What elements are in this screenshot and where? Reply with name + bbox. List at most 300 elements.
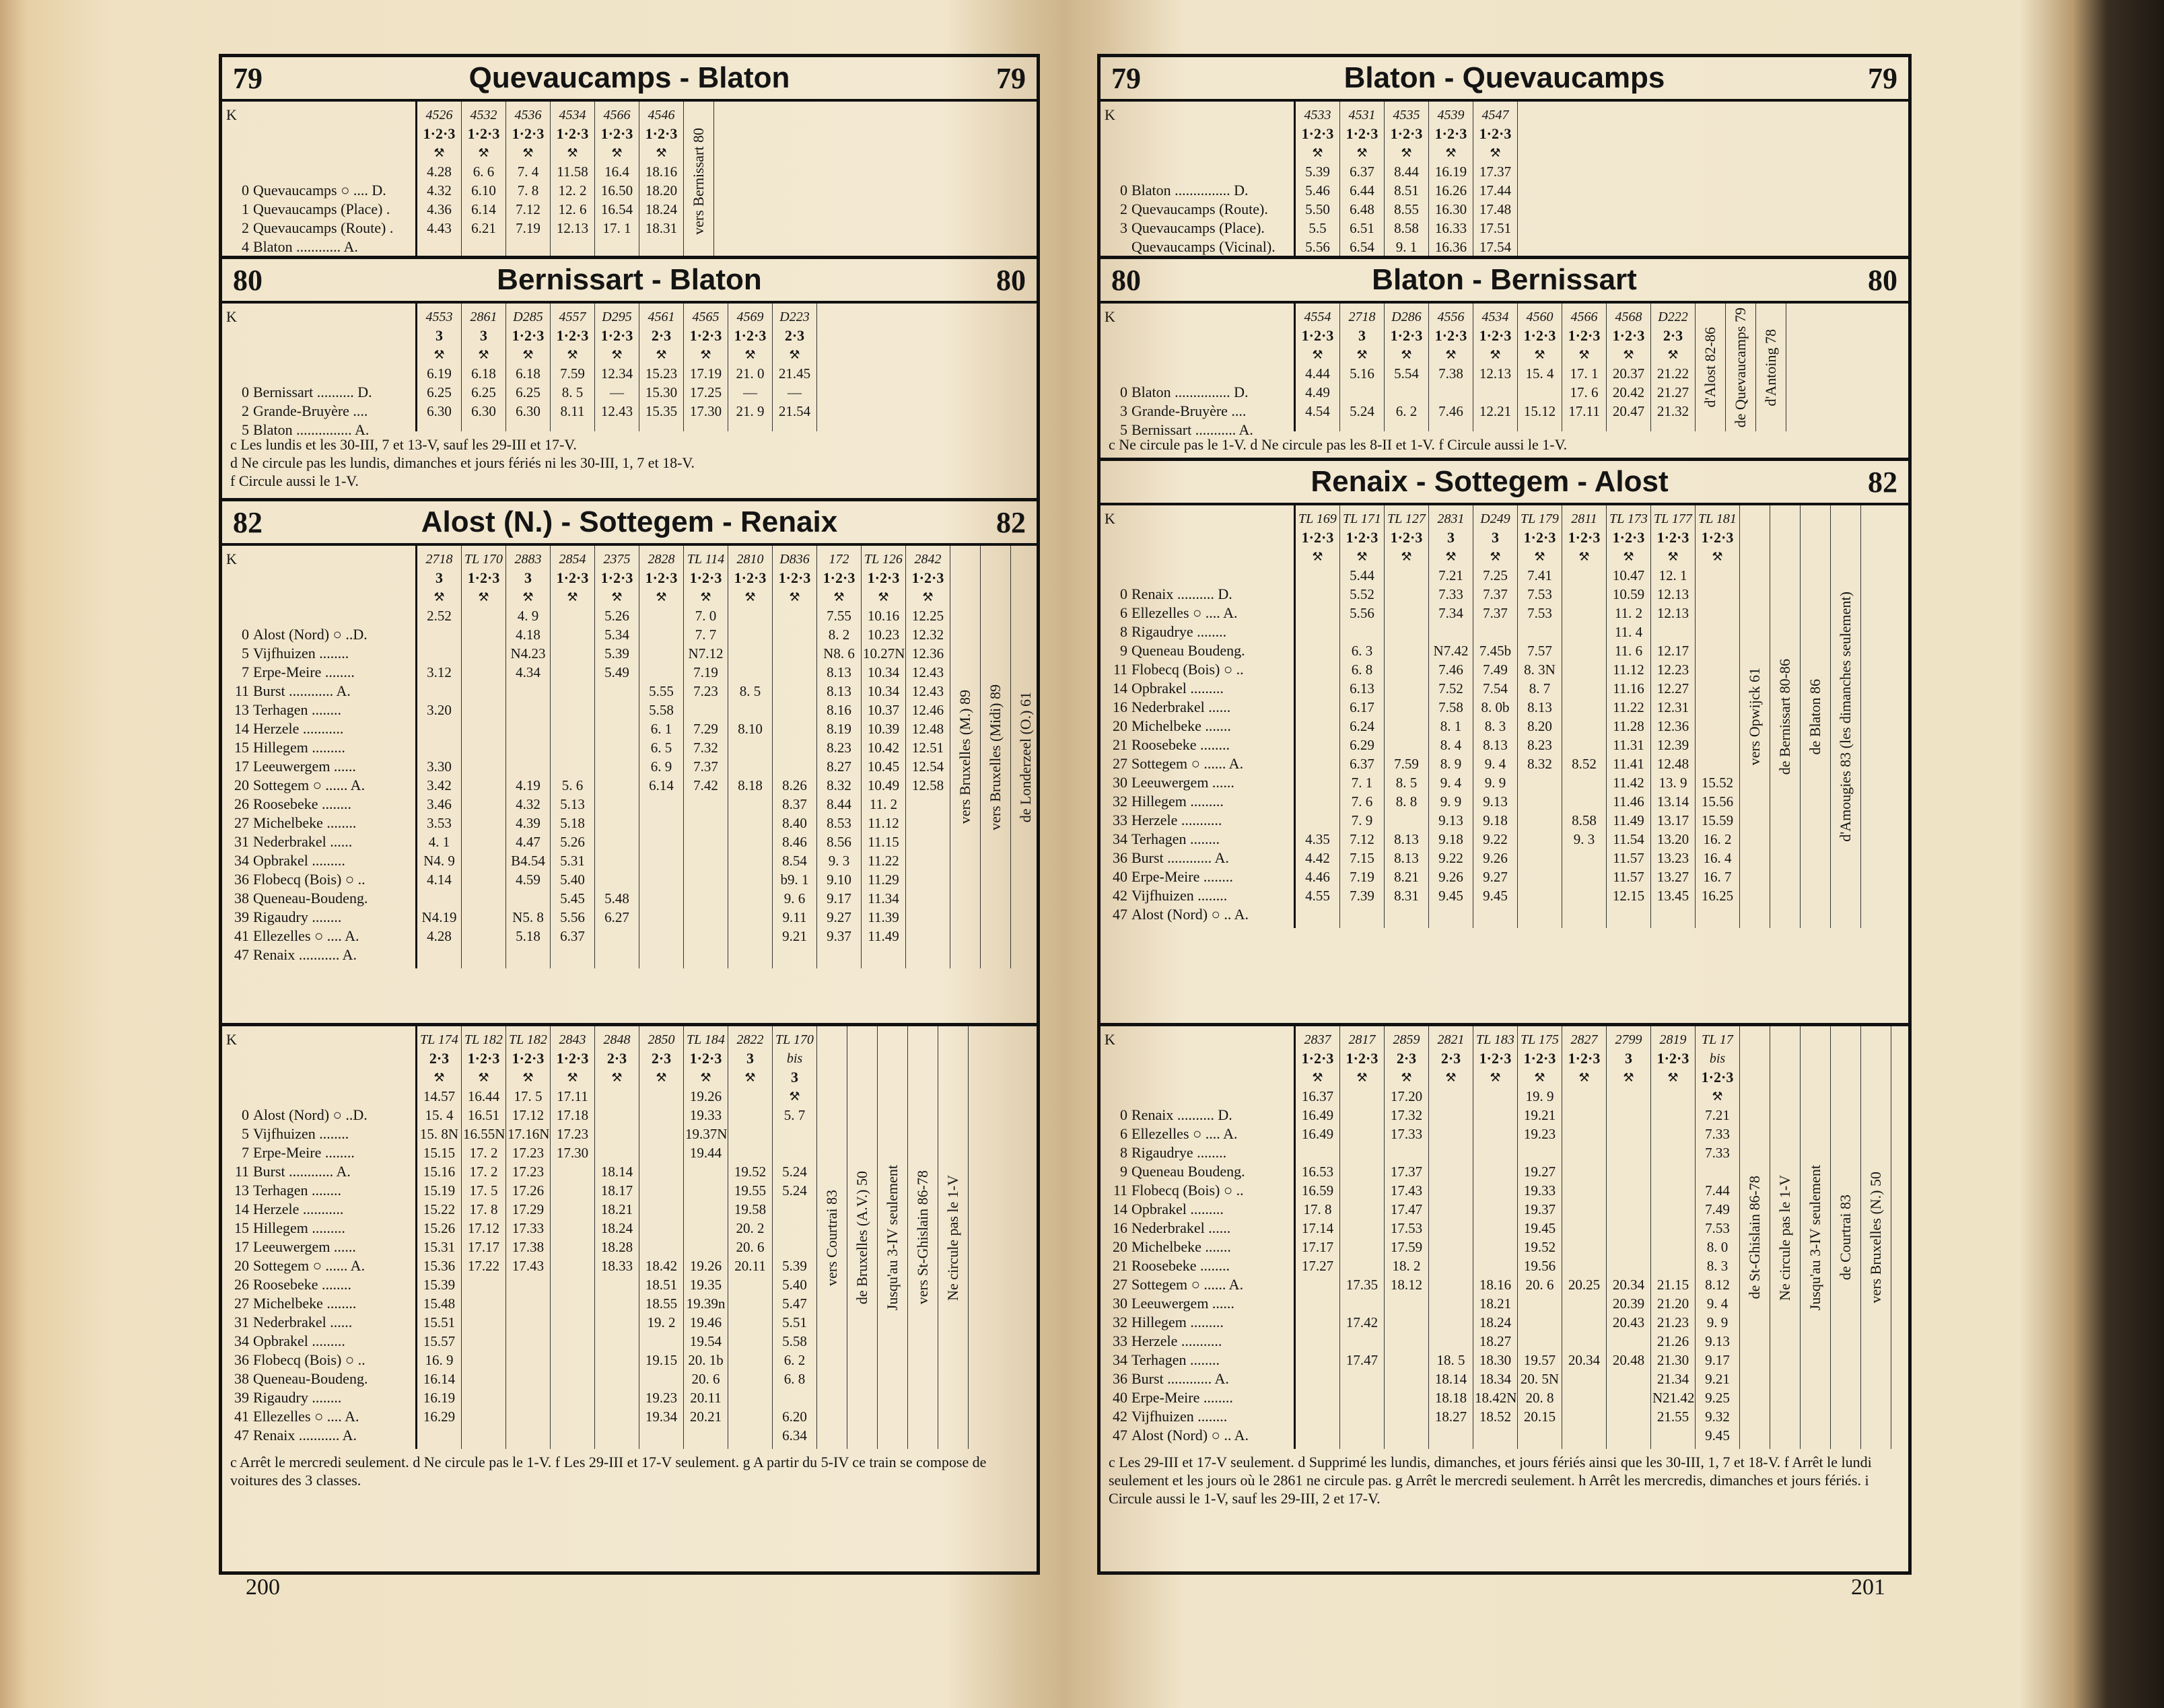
time-cell	[1430, 1181, 1471, 1200]
time-cell	[1341, 1369, 1383, 1388]
time-cell: 16.29	[423, 1409, 456, 1425]
station-row	[1105, 905, 1290, 924]
time-cell: 12.48	[1656, 756, 1689, 772]
time-cell: 17.53	[1390, 1220, 1423, 1236]
time-cell: 7.41	[1527, 567, 1552, 583]
time-cell: 9.13	[1483, 793, 1508, 810]
service-symbol-icon: ⚒	[1623, 1071, 1634, 1084]
time-cell: 20.37	[1612, 365, 1645, 382]
time-cell: 7. 6	[1351, 793, 1373, 810]
time-cell: 17.23	[512, 1164, 545, 1180]
time-cell	[508, 1369, 549, 1388]
time-cell	[641, 927, 682, 946]
station-name: Sottegem ○ ...... A.	[1131, 1276, 1244, 1293]
time-cell	[1475, 1125, 1516, 1143]
train-column	[595, 102, 639, 259]
time-cell: 5.16	[1350, 365, 1374, 382]
time-cell	[1564, 1125, 1605, 1143]
time-cell	[1341, 1219, 1383, 1238]
k-label: K	[1105, 1031, 1115, 1048]
service-symbol-icon: ⚒	[611, 146, 623, 159]
train-column	[1607, 1026, 1651, 1449]
station-row	[1105, 1106, 1290, 1125]
time-cell	[1519, 849, 1560, 867]
time-cell: 17.26	[512, 1182, 545, 1199]
time-cell	[1608, 1407, 1649, 1426]
time-cell	[1297, 604, 1338, 622]
time-cell: 8.46	[782, 834, 807, 850]
service-symbol-icon: ⚒	[1445, 550, 1457, 563]
train-number: D836	[779, 552, 810, 567]
time-cell	[1564, 1162, 1605, 1181]
time-cell	[1519, 1143, 1560, 1162]
train-number: 2819	[1659, 1032, 1687, 1047]
time-cell: 19.23	[645, 1390, 678, 1406]
time-cell: 18.30	[1479, 1352, 1512, 1368]
station-row	[1105, 1125, 1290, 1143]
time-cell: 8.13	[827, 664, 851, 680]
time-cell: 8.23	[1527, 737, 1552, 753]
time-cell: 12.43	[911, 683, 944, 699]
time-cell	[596, 795, 637, 814]
time-cell: 16.59	[1301, 1182, 1334, 1199]
train-column	[1607, 505, 1651, 928]
station-km: 42	[1113, 887, 1127, 904]
time-cell: 6.21	[471, 220, 496, 236]
time-cell	[730, 1275, 771, 1294]
station-row	[226, 1369, 411, 1388]
time-cell	[1430, 1143, 1471, 1162]
time-cell: 8.32	[1527, 756, 1552, 772]
time-cell	[508, 889, 549, 908]
station-km: 20	[234, 777, 249, 793]
train-class: 1·2·3	[1523, 1050, 1556, 1067]
train-class: 2·3	[1663, 327, 1683, 344]
time-cell	[730, 1332, 771, 1351]
time-cell: 8.27	[827, 758, 851, 775]
train-class: 1·2·3	[1612, 529, 1645, 546]
station-km: 41	[234, 1408, 249, 1425]
station-row	[226, 1313, 411, 1332]
time-cell: 3.46	[427, 796, 452, 812]
train-number: 4569	[736, 310, 764, 324]
time-cell	[1475, 1181, 1516, 1200]
station-km: 47	[234, 1427, 249, 1444]
time-cell	[1430, 1106, 1471, 1125]
station-km: 36	[234, 871, 249, 888]
station-km: 34	[234, 1332, 249, 1349]
station-row	[1105, 585, 1290, 604]
station-row	[226, 1125, 411, 1143]
station-name: Roosebeke ........	[253, 1276, 352, 1293]
time-cell	[1475, 1256, 1516, 1275]
train-number: 2831	[1437, 511, 1465, 526]
time-cell: 5. 7	[783, 1107, 806, 1123]
train-column	[728, 546, 773, 968]
station-km: 17	[234, 758, 249, 775]
train-number: TL 114	[687, 552, 725, 567]
time-cell: 6.24	[1350, 718, 1374, 734]
station-row	[226, 1200, 411, 1219]
train-number: 4536	[514, 108, 542, 122]
time-cell	[1297, 754, 1338, 773]
station-row	[226, 719, 411, 738]
time-cell	[774, 701, 815, 719]
train-column	[906, 546, 950, 968]
time-cell: 15.19	[423, 1182, 456, 1199]
time-cell: 6. 8	[1351, 662, 1373, 678]
service-symbol-icon: ⚒	[1490, 1071, 1501, 1084]
time-cell	[508, 738, 549, 757]
train-number: 2850	[648, 1032, 675, 1047]
train-number: 4561	[648, 310, 675, 324]
time-cell: 11. 2	[1614, 605, 1643, 621]
time-cell	[596, 776, 637, 795]
station-row	[226, 644, 411, 663]
station-name: Rigaudrye ........	[1131, 623, 1227, 640]
time-cell: 4.18	[516, 627, 540, 643]
time-cell: 9.18	[1438, 831, 1463, 847]
time-cell: 20.11	[734, 1258, 766, 1274]
time-cell: 17.29	[512, 1201, 545, 1217]
time-cell: 9.13	[1438, 812, 1463, 828]
time-cell: 12.34	[600, 365, 633, 382]
station-km: 0	[242, 626, 249, 643]
time-cell: 5.39	[782, 1258, 807, 1274]
time-cell: 6.14	[471, 201, 496, 217]
station-name: Ellezelles ○ .... A.	[1131, 604, 1238, 621]
service-symbol-icon: ⚒	[1401, 146, 1412, 159]
time-cell: 8. 0	[1706, 1239, 1729, 1255]
time-cell	[508, 1275, 549, 1294]
time-cell: 16.30	[1434, 201, 1467, 217]
station-name: Alost (Nord) ○ .. A.	[1131, 906, 1249, 923]
time-cell: 19.26	[689, 1258, 722, 1274]
time-cell: 4.34	[516, 664, 540, 680]
train-class: 1·2·3	[734, 569, 767, 586]
time-cell: 20.11	[690, 1390, 722, 1406]
time-cell: 12.51	[911, 740, 944, 756]
section-80-left	[222, 259, 1037, 501]
time-cell	[1297, 1313, 1338, 1332]
time-cell	[1386, 1351, 1427, 1369]
train-class: 1·2·3	[556, 125, 589, 142]
time-cell: 7.53	[1527, 586, 1552, 602]
service-symbol-icon: ⚒	[1445, 146, 1457, 159]
time-cell	[1297, 641, 1338, 660]
train-number: 4554	[1304, 310, 1331, 324]
time-cell: 18.55	[645, 1295, 678, 1312]
time-cell: 17.25	[689, 384, 722, 400]
station-name: Opbrakel .........	[253, 1332, 345, 1349]
station-name: Quevaucamps (Place).	[1131, 219, 1265, 236]
station-km: 17	[234, 1238, 249, 1255]
station-km: 31	[234, 833, 249, 850]
train-number: 2861	[470, 310, 497, 324]
train-class: 1·2·3	[467, 569, 500, 586]
station-name: Sottegem ○ ...... A.	[1131, 755, 1244, 772]
time-cell	[596, 870, 637, 889]
time-cell: 19.46	[689, 1314, 722, 1330]
time-cell: 8.54	[782, 853, 807, 869]
station-km: 11	[1113, 661, 1127, 678]
station-km: 9	[1120, 642, 1127, 659]
station-name: Quevaucamps (Route).	[1131, 201, 1268, 217]
time-cell	[552, 644, 593, 663]
time-cell	[1564, 1219, 1605, 1238]
time-cell	[596, 738, 637, 757]
route-note-text: de Bernissart 80-86	[1776, 658, 1793, 775]
time-cell	[641, 1087, 682, 1106]
train-column	[1562, 1026, 1607, 1449]
station-row	[1105, 402, 1290, 421]
time-cell: 9.22	[1483, 831, 1508, 847]
time-cell: 16.14	[423, 1371, 456, 1387]
route-note	[981, 546, 1011, 968]
train-class: 1·2·3	[1568, 1050, 1601, 1067]
route-note	[1740, 505, 1770, 928]
time-cell: 19.35	[689, 1277, 722, 1293]
time-cell: 18.28	[600, 1239, 633, 1255]
time-cell: 6.17	[1350, 699, 1374, 715]
train-class: 3	[791, 1069, 798, 1086]
time-cell: 5.18	[516, 928, 540, 944]
station-name: Rigaudry ........	[253, 1389, 342, 1406]
time-cell: 9.11	[782, 909, 807, 925]
time-cell: 12.25	[911, 608, 944, 624]
time-cell: 4.47	[516, 834, 540, 850]
time-cell	[907, 832, 948, 851]
time-cell: b9. 1	[780, 871, 809, 888]
time-cell	[1297, 1332, 1338, 1351]
time-cell	[463, 1332, 504, 1351]
time-cell: 7.58	[1438, 699, 1463, 715]
route-note-text: Ne circule pas le 1-V	[1776, 1174, 1793, 1301]
service-symbol-icon: ⚒	[1712, 1090, 1723, 1103]
time-cell: 17.33	[512, 1220, 545, 1236]
time-cell	[596, 1332, 637, 1351]
station-km: 34	[1113, 1351, 1127, 1368]
station-km: 32	[1113, 1314, 1127, 1330]
service-symbol-icon: ⚒	[1623, 348, 1634, 361]
time-cell: 10.27N	[863, 645, 905, 662]
train-class: 1·2·3	[1568, 529, 1601, 546]
station-row	[1105, 1219, 1290, 1238]
station-row	[226, 851, 411, 870]
time-cell	[1564, 867, 1605, 886]
time-cell	[1697, 679, 1738, 698]
train-class: 1·2·3	[1301, 125, 1334, 142]
time-cell: 5.56	[1305, 239, 1330, 255]
time-cell	[1386, 1313, 1427, 1332]
time-cell: 9.10	[827, 871, 851, 888]
train-class: 1·2·3	[1523, 529, 1556, 546]
time-cell	[463, 927, 504, 946]
train-number: 2822	[736, 1032, 764, 1047]
station-row	[226, 814, 411, 832]
route-note	[950, 546, 981, 968]
station-name: Alost (Nord) ○ .. A.	[1131, 1427, 1249, 1444]
train-number: TL 170	[464, 552, 503, 567]
route-note-text: vers Bruxelles (M.) 89	[956, 690, 973, 824]
section-title: Quevaucamps - Blaton	[468, 61, 790, 94]
station-name: Hillegem .........	[1131, 1314, 1224, 1330]
time-cell: 7.59	[1394, 756, 1419, 772]
time-cell	[508, 701, 549, 719]
time-cell: 5.48	[604, 890, 629, 906]
time-cell	[552, 757, 593, 776]
time-cell: 17.17	[467, 1239, 500, 1255]
time-cell	[907, 795, 948, 814]
time-cell	[1341, 1200, 1383, 1219]
time-cell: 9.37	[827, 928, 851, 944]
station-name: Nederbrakel ......	[1131, 699, 1231, 715]
time-cell	[419, 889, 460, 908]
station-km: 27	[234, 1295, 249, 1312]
time-cell: 7. 7	[695, 627, 717, 643]
time-cell: 7.21	[1438, 567, 1463, 583]
station-km: 14	[1113, 680, 1127, 697]
station-column	[222, 546, 417, 968]
time-cell: 8.21	[1394, 869, 1419, 885]
train-column	[1651, 505, 1696, 928]
time-cell: 20.15	[1523, 1409, 1556, 1425]
train-class: 3	[524, 569, 532, 586]
time-cell: 20.34	[1568, 1352, 1601, 1368]
time-cell: 8.13	[1527, 699, 1552, 715]
train-number: D285	[513, 310, 543, 324]
station-km: 8	[1120, 623, 1127, 640]
train-class: 1·2·3	[600, 125, 633, 142]
time-cell: 21.15	[1656, 1277, 1689, 1293]
time-cell: 9.26	[1438, 869, 1463, 885]
time-cell: 18.16	[645, 164, 678, 180]
time-cell: 16.25	[1701, 888, 1734, 904]
station-name: Opbrakel .........	[1131, 1201, 1224, 1217]
station-km: 13	[234, 701, 249, 718]
time-cell: 12.31	[1656, 699, 1689, 715]
time-cell: 4.46	[1305, 869, 1330, 885]
time-cell: 9. 3	[828, 853, 850, 869]
section-number: 80	[1111, 263, 1141, 297]
time-cell: 13.14	[1656, 793, 1689, 810]
time-cell	[463, 1369, 504, 1388]
station-name: Leeuwergem ......	[253, 758, 356, 775]
section-number: 80	[1867, 263, 1897, 297]
time-cell	[596, 851, 637, 870]
route-note	[1756, 304, 1786, 431]
train-column	[1340, 304, 1385, 431]
time-cell: 17.43	[512, 1258, 545, 1274]
station-name: Roosebeke ........	[1131, 736, 1230, 753]
time-cell: 6. 9	[650, 758, 672, 775]
time-cell	[641, 1143, 682, 1162]
station-row	[226, 625, 411, 644]
station-km: 2	[1120, 201, 1127, 217]
time-cell: 7.59	[560, 365, 585, 382]
time-cell	[730, 1313, 771, 1332]
train-class: 1·2·3	[556, 327, 589, 344]
service-symbol-icon: ⚒	[1445, 348, 1457, 361]
train-column	[506, 102, 551, 259]
service-symbol-icon: ⚒	[1623, 550, 1634, 563]
train-number: TL 170 bis	[775, 1032, 814, 1066]
time-cell: 16.37	[1301, 1088, 1334, 1104]
time-cell: 6. 2	[1395, 403, 1418, 419]
time-cell	[1564, 1143, 1605, 1162]
time-cell: 20.21	[689, 1409, 722, 1425]
time-cell	[1297, 1388, 1338, 1407]
train-column	[1607, 304, 1651, 431]
time-cell	[774, 757, 815, 776]
time-cell: 20. 6	[1525, 1277, 1554, 1293]
time-cell	[1297, 1294, 1338, 1313]
time-cell	[463, 701, 504, 719]
train-column	[551, 1026, 595, 1449]
route-note	[1696, 304, 1726, 431]
time-cell: 7.54	[1483, 680, 1508, 697]
time-cell	[1386, 660, 1427, 679]
time-cell: 14.57	[423, 1088, 456, 1104]
time-cell: 9. 9	[1706, 1314, 1729, 1330]
station-row	[1105, 1388, 1290, 1407]
train-number: 4534	[559, 108, 586, 122]
time-cell	[1697, 698, 1738, 717]
time-cell: 9. 3	[1573, 831, 1595, 847]
station-km: 11	[1113, 1182, 1127, 1199]
time-cell	[774, 663, 815, 682]
time-cell	[1697, 622, 1738, 641]
station-row	[1105, 736, 1290, 754]
time-cell	[1564, 698, 1605, 717]
time-cell: 4.32	[427, 182, 452, 199]
service-symbol-icon: ⚒	[522, 146, 534, 159]
time-cell	[1341, 1332, 1383, 1351]
time-cell: 8.19	[827, 721, 851, 737]
time-cell: 6.37	[1350, 756, 1374, 772]
station-km: 26	[234, 1276, 249, 1293]
page-number-right: 201	[1851, 1575, 1885, 1600]
service-symbol-icon: ⚒	[1312, 550, 1323, 563]
station-row	[226, 682, 411, 701]
time-cell	[552, 1369, 593, 1388]
time-cell	[730, 795, 771, 814]
time-cell: 12.43	[911, 664, 944, 680]
time-cell: 19. 2	[647, 1314, 676, 1330]
time-cell: 20. 5N	[1520, 1371, 1560, 1387]
time-cell: 20.34	[1612, 1277, 1645, 1293]
time-cell: 17.37	[1479, 164, 1512, 180]
time-cell: N7.42	[1433, 643, 1469, 659]
station-row	[1105, 754, 1290, 773]
time-cell	[508, 1313, 549, 1332]
time-cell	[1652, 1106, 1694, 1125]
time-cell: 17.35	[1346, 1277, 1378, 1293]
train-number: 2827	[1570, 1032, 1598, 1047]
time-cell: 4.44	[1305, 365, 1330, 382]
time-cell	[1430, 1087, 1471, 1106]
time-cell	[641, 1219, 682, 1238]
time-cell	[1430, 1162, 1471, 1181]
time-cell	[774, 1200, 815, 1219]
right-page	[1097, 54, 1912, 1575]
time-cell	[1519, 867, 1560, 886]
train-class: 1·2·3	[1656, 1050, 1689, 1067]
route-note	[1801, 1026, 1831, 1449]
time-cell: 17.37	[1390, 1164, 1423, 1180]
service-symbol-icon: ⚒	[522, 348, 534, 361]
station-km: 16	[1113, 699, 1127, 715]
